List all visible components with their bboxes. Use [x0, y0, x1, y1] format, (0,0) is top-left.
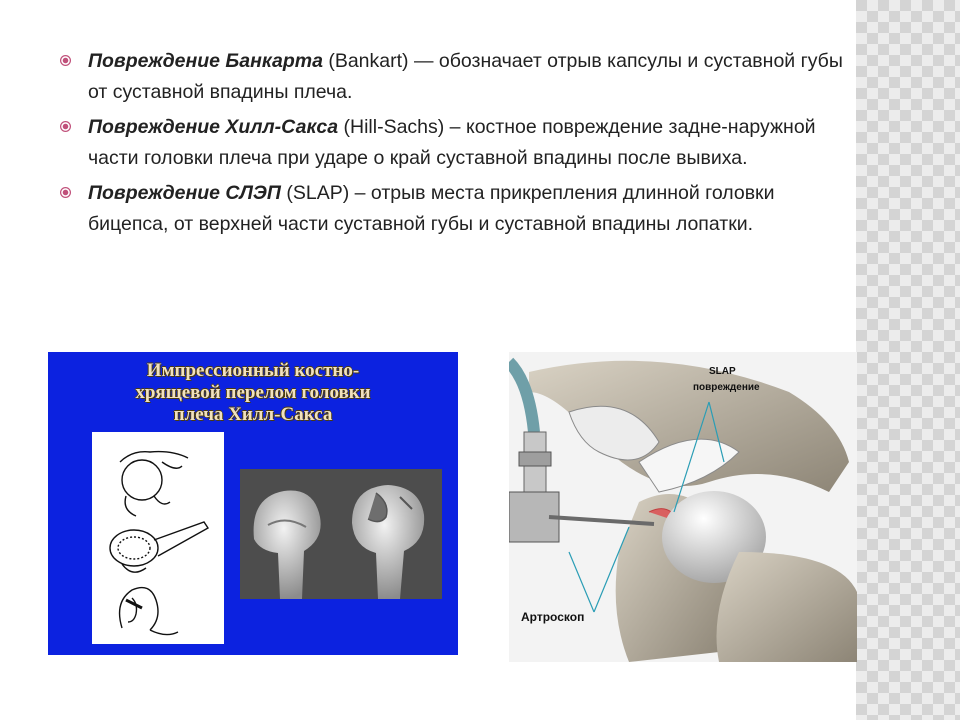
- slap-arthroscopy-figure: [509, 352, 857, 662]
- figure-title-line: плеча Хилл-Сакса: [173, 404, 333, 425]
- bullet-text: (Bankart) — обозначает отрыв капсулы и суставной губы от суставной впадины плеча.: [88, 50, 843, 103]
- bullet-text: (Hill-Sachs) – костное повреждение задне-наружной части головки плеча при ударе о край суставной впадины после вывиха.: [88, 116, 816, 169]
- bullet-text: (SLAP) – отрыв места прикрепления длинной головки бицепса, от верхней части суставной губы и суставной впадины лопатки.: [88, 182, 775, 235]
- bullet-term: Повреждение СЛЭП: [88, 182, 281, 204]
- slap-label-sub: повреждение: [693, 382, 760, 393]
- bullet-term: Повреждение Банкарта: [88, 50, 323, 72]
- xray-humerus-right: [352, 485, 424, 599]
- anatomy-sketches: [92, 432, 224, 644]
- bullet-dot-icon: [60, 55, 71, 66]
- figure-title-line: Импрессионный костно-: [146, 360, 360, 381]
- bullet-term: Повреждение Хилл-Сакса: [88, 116, 339, 138]
- bullet-list: [60, 46, 860, 244]
- bone-section-sketch: [110, 530, 158, 566]
- hill-sachs-figure: [48, 352, 458, 655]
- figure-title-line: хрящевой перелом головки: [135, 382, 371, 403]
- fracture-sketch: [120, 588, 158, 630]
- bullet-slap: [60, 178, 860, 240]
- slap-label: SLAP: [709, 366, 736, 377]
- decorative-side-pattern: [856, 0, 960, 720]
- bullet-dot-icon: [60, 187, 71, 198]
- xray-humerus-left: [254, 491, 321, 599]
- bullet-hill-sachs: [60, 112, 860, 174]
- arthroscope-label: Артроскоп: [521, 610, 585, 624]
- xray-images: [240, 469, 442, 599]
- figure-title: [48, 360, 458, 426]
- humeral-head-sketch: [122, 460, 162, 500]
- bullet-dot-icon: [60, 121, 71, 132]
- bullet-bankart: [60, 46, 860, 108]
